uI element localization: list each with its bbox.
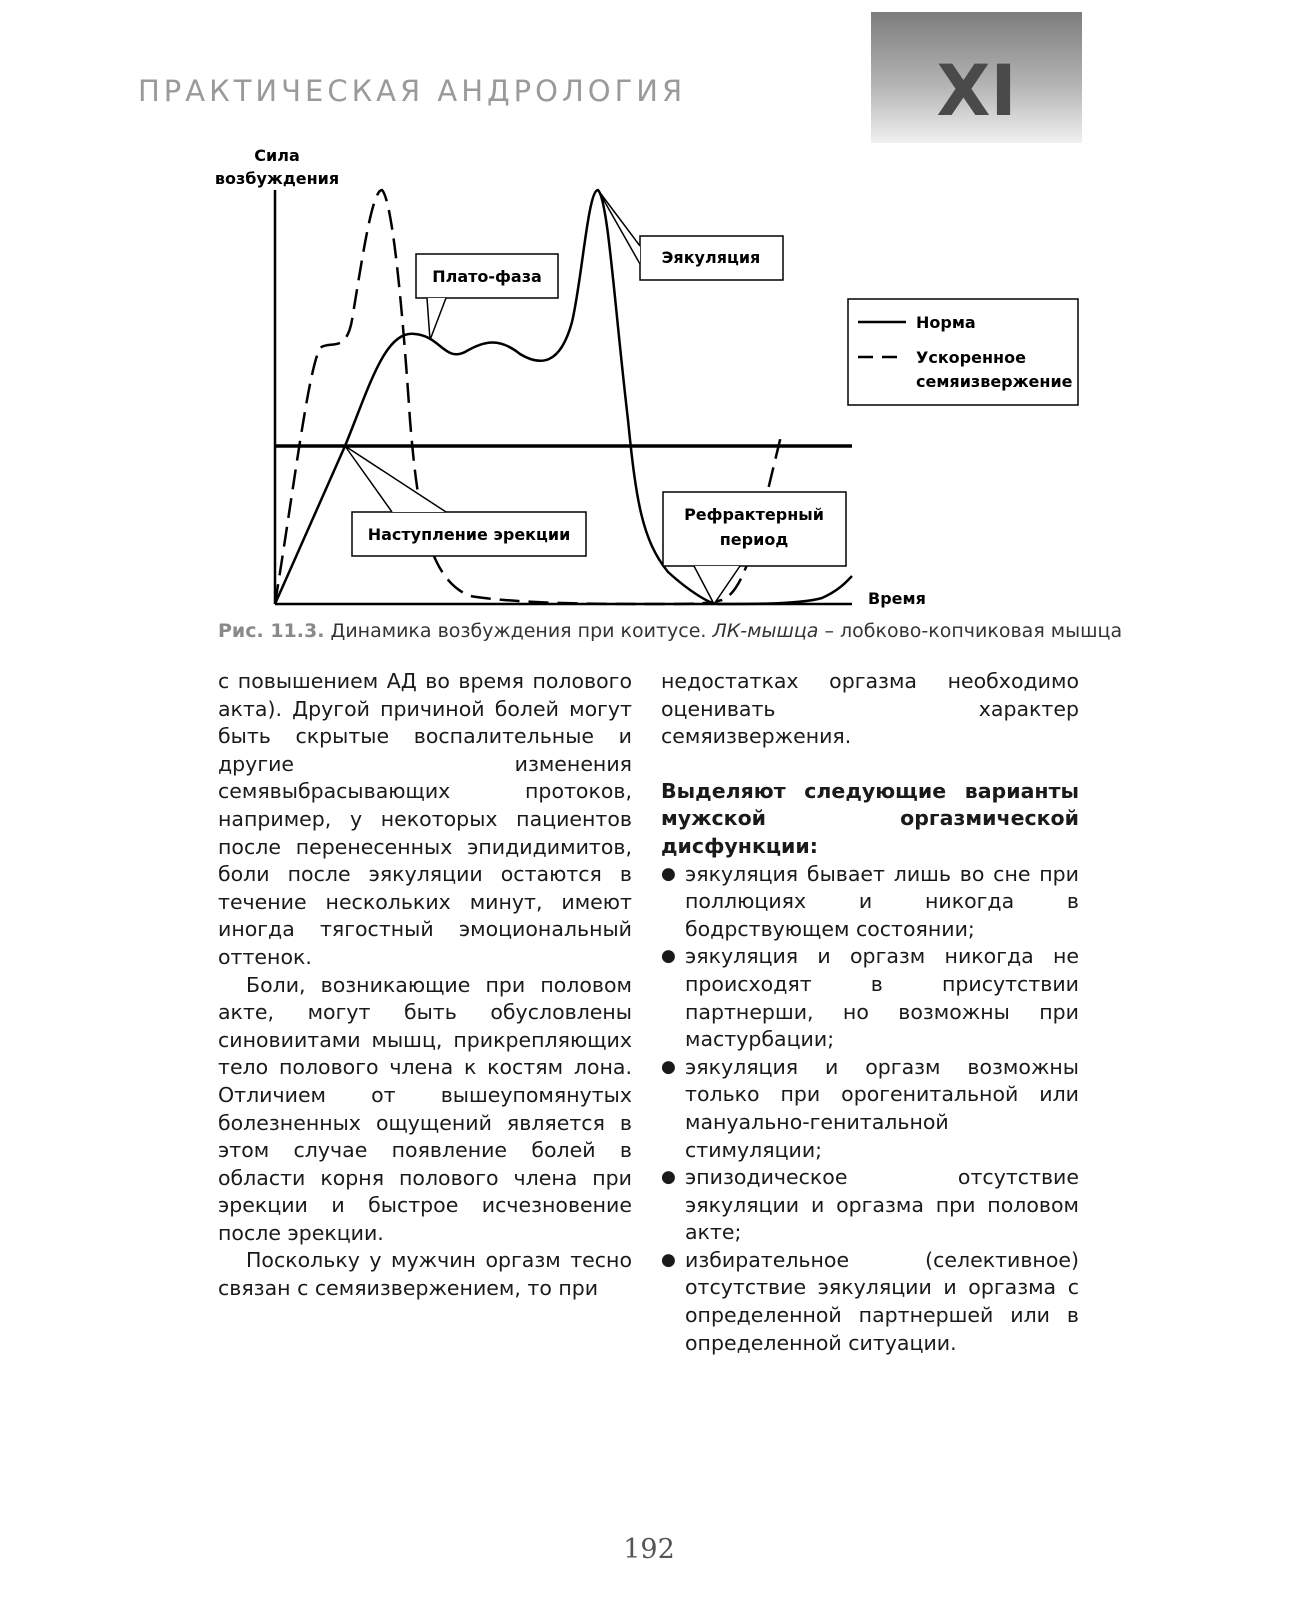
callout-refractory-label-1: Рефрактерный bbox=[684, 505, 824, 524]
legend bbox=[848, 299, 1078, 405]
arousal-diagram bbox=[0, 0, 1298, 640]
caption-text: Динамика возбуждения при коитусе. bbox=[324, 620, 713, 642]
chapter-number: XI bbox=[936, 50, 1017, 132]
legend-normal-label: Норма bbox=[916, 313, 976, 332]
left-paragraph-1: с повышением АД во время полового акта). Другой причиной болей могут быть скрытые воспалительные и другие изменения семявыбрасывающих протоков, например, у некоторых пациентов после перенесенных эпидидимитов, боли после эякуляции остаются в течение нескольких минут, имеют иногда тягостный эмоциональный оттенок. bbox=[218, 669, 632, 969]
caption-italic: ЛК-мышца bbox=[712, 620, 819, 642]
y-axis-label-2: возбуждения bbox=[214, 169, 340, 188]
left-column bbox=[218, 668, 632, 1303]
callout-ejaculation-label: Эякуляция bbox=[661, 248, 761, 267]
callout-erection-label: Наступление эрекции bbox=[367, 525, 571, 544]
callout-plateau-pointer bbox=[427, 298, 446, 340]
right-column bbox=[661, 668, 1079, 1357]
right-paragraph-1: недостатках оргазма необходимо оценивать характер семяизвержения. bbox=[661, 669, 1079, 749]
list-item: ● эякуляция и оргазм возможны только при орогенитальной или мануально-генитальной стимуляции; bbox=[661, 1054, 1079, 1164]
callout-plateau-label: Плато-фаза bbox=[432, 267, 542, 286]
callout-refractory-label-2: период bbox=[719, 530, 789, 549]
caption-number: Рис. 11.3. bbox=[218, 620, 325, 642]
callout-ejaculation-pointer bbox=[598, 190, 640, 264]
legend-premature-label-1: Ускоренное bbox=[916, 348, 1026, 367]
x-axis-label: Время bbox=[868, 589, 926, 608]
callout-erection-pointer bbox=[345, 446, 446, 512]
dysfunction-list bbox=[661, 861, 1079, 1358]
legend-premature-label-2: семяизвержение bbox=[916, 372, 1073, 391]
left-paragraph-3: Поскольку у мужчин оргазм тесно связан с семяизвержением, то при bbox=[218, 1248, 632, 1301]
page-number: 192 bbox=[623, 1534, 675, 1565]
running-head: ПРАКТИЧЕСКАЯ АНДРОЛОГИЯ bbox=[138, 74, 687, 108]
caption-rest: – лобково-копчиковая мышца bbox=[818, 620, 1123, 642]
list-item: ● эякуляция бывает лишь во сне при поллюциях и никогда в бодрствующем состоянии; bbox=[661, 861, 1079, 944]
list-item: ● эпизодическое отсутствие эякуляции и оргазма при половом акте; bbox=[661, 1164, 1079, 1247]
left-paragraph-2: Боли, возникающие при половом акте, могут быть обусловлены синовиитами мышц, прикрепляющих тело полового члена к костям лона. Отличием от вышеупомянутых болезненных ощущений является в этом случае появление болей в области корня полового члена при эрекции и быстрое исчезновение после эрекции. bbox=[218, 972, 632, 1245]
list-heading: Выделяют следующие варианты мужской оргазмической дисфункции: bbox=[661, 778, 1079, 858]
list-item: ● избирательное (селективное) отсутствие эякуляции и оргазма с определенной партнершей или в определенной ситуации. bbox=[661, 1247, 1079, 1357]
list-item: ● эякуляция и оргазм никогда не происходят в присутствии партнерши, но возможны при мастурбации; bbox=[661, 943, 1079, 1053]
figure-caption bbox=[218, 620, 1123, 642]
y-axis-label-1: Сила bbox=[254, 146, 300, 165]
callout-refractory-box bbox=[663, 492, 846, 566]
